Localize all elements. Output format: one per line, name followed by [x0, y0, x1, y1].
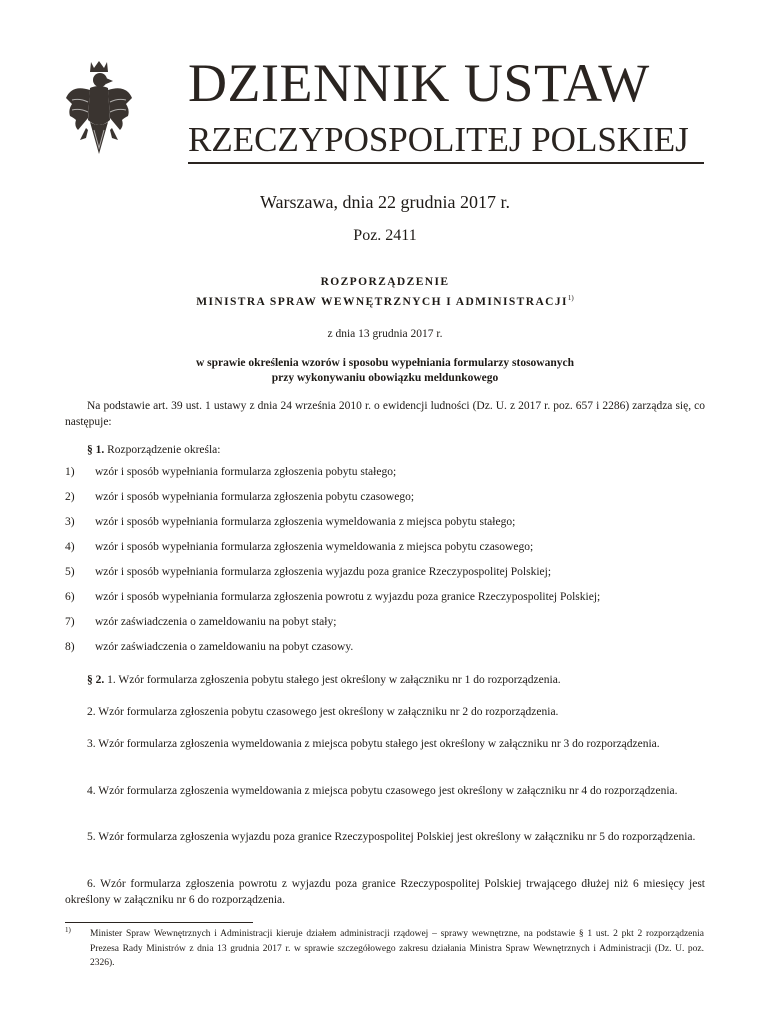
title-divider	[188, 162, 704, 164]
journal-subtitle: RZECZYPOSPOLITEJ POLSKIEJ	[188, 120, 689, 159]
list-item	[65, 539, 705, 564]
list-item	[65, 564, 705, 589]
list-item-number: 8)	[65, 641, 75, 653]
act-type: ROZPORZĄDZENIE	[320, 276, 450, 288]
journal-title: DZIENNIK USTAW	[188, 53, 650, 113]
section-2-para-5: 5. Wzór formularza zgłoszenia wyjazdu poza granice Rzeczypospolitej Polskiej jest określony w załączniku nr 5 do rozporządzenia.	[87, 831, 696, 843]
act-date: z dnia 13 grudnia 2017 r.	[327, 328, 443, 340]
footnote-mark: 1)	[65, 926, 71, 934]
act-subject-line2: przy wykonywaniu obowiązku meldunkowego	[271, 372, 499, 384]
list-item-text: wzór i sposób wypełniania formularza zgłoszenia pobytu czasowego;	[95, 491, 415, 503]
list-item	[65, 489, 705, 514]
list-item-text: wzór i sposób wypełniania formularza zgłoszenia pobytu stałego;	[95, 466, 397, 478]
list-item-number: 2)	[65, 491, 75, 503]
position-number: Poz. 2411	[353, 227, 417, 244]
list-item-text: wzór i sposób wypełniania formularza zgłoszenia wyjazdu poza granice Rzeczypospolitej Polskiej;	[95, 566, 552, 578]
list-item-number: 1)	[65, 466, 75, 478]
section-2-para-1-text: 1. Wzór formularza zgłoszenia pobytu stałego jest określony w załączniku nr 1 do rozporządzenia.	[107, 674, 561, 686]
act-subject	[0, 356, 770, 386]
section-2-para-4: 4. Wzór formularza zgłoszenia wymeldowania z miejsca pobytu czasowego jest określony w załączniku nr 4 do rozporządzenia.	[87, 785, 678, 797]
list-item-text: wzór i sposób wypełniania formularza zgłoszenia powrotu z wyjazdu poza granice Rzeczypospolitej Polskiej;	[95, 591, 601, 603]
section-2-para-6: 6. Wzór formularza zgłoszenia powrotu z wyjazdu poza granice Rzeczypospolitej Polskiej trwającego dłużej niż 6 miesięcy jest określony w załączniku nr 6 do rozporządzenia.	[65, 878, 705, 906]
act-issuer-text: MINISTRA SPRAW WEWNĘTRZNYCH I ADMINISTRACJI	[196, 295, 568, 308]
list-item-number: 4)	[65, 541, 75, 553]
list-item-text: wzór i sposób wypełniania formularza zgłoszenia wymeldowania z miejsca pobytu czasowego;	[95, 541, 534, 553]
list-item-text: wzór zaświadczenia o zameldowaniu na pobyt stały;	[95, 616, 337, 628]
list-item	[65, 464, 705, 489]
list-item-number: 3)	[65, 516, 75, 528]
list-item-text: wzór i sposób wypełniania formularza zgłoszenia wymeldowania z miejsca pobytu stałego;	[95, 516, 516, 528]
footnote-ref: 1)	[567, 294, 574, 302]
list-item	[65, 589, 705, 614]
section-2-para-3: 3. Wzór formularza zgłoszenia wymeldowania z miejsca pobytu stałego jest określony w załączniku nr 3 do rozporządzenia.	[87, 738, 660, 750]
act-subject-line1: w sprawie określenia wzorów i sposobu wypełniania formularzy stosowanych	[195, 357, 575, 369]
section-2-para-1	[65, 672, 705, 688]
list-item	[65, 639, 705, 664]
polish-eagle-icon	[64, 58, 134, 162]
act-issuer	[0, 294, 770, 308]
list-item-number: 6)	[65, 591, 75, 603]
list-item-text: wzór zaświadczenia o zameldowaniu na pobyt czasowy.	[95, 641, 354, 653]
section-2-label: § 2.	[87, 674, 105, 686]
footnote-divider	[65, 922, 253, 923]
list-item-number: 7)	[65, 616, 75, 628]
section-1-label: § 1.	[87, 444, 105, 456]
section-1-text: Rozporządzenie określa:	[107, 444, 221, 456]
section-2-para-2: 2. Wzór formularza zgłoszenia pobytu czasowego jest określony w załączniku nr 2 do rozporządzenia.	[87, 706, 559, 718]
footnote-text: Minister Spraw Wewnętrznych i Administracji kieruje działem administracji rządowej – sprawy wewnętrzne, na podstawie § 1 ust. 2 pkt 2 rozporządzenia Prezesa Rady Ministrów z dnia 13 grudnia 2017 r. w sprawie szczegółowego zakresu działania Ministra Spraw Wewnętrznych i Administracji (Dz. U. poz. 2326).	[90, 929, 704, 968]
list-item	[65, 614, 705, 639]
issue-date: Warszawa, dnia 22 grudnia 2017 r.	[260, 192, 510, 212]
list-item-number: 5)	[65, 566, 75, 578]
section-1-heading	[65, 442, 705, 458]
list-item	[65, 514, 705, 539]
legal-basis: Na podstawie art. 39 ust. 1 ustawy z dnia 24 września 2010 r. o ewidencji ludności (Dz. U. z 2017 r. poz. 657 i 2286) zarządza się, co następuje:	[65, 400, 705, 428]
section-1-list	[65, 464, 705, 664]
